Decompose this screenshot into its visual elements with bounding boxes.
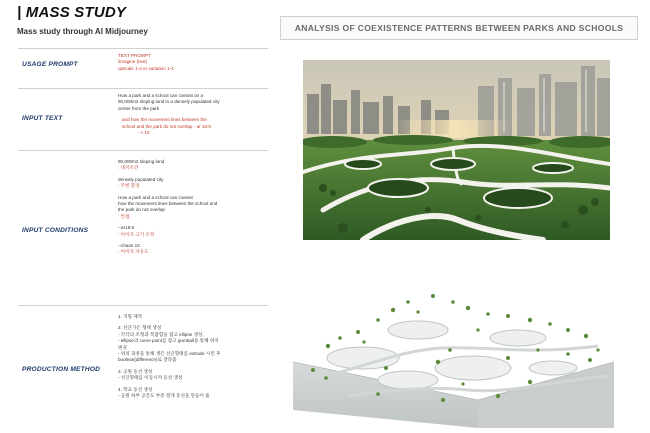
usage-prompt-body (118, 53, 268, 72)
method-step: 1. 지형 제작 (118, 314, 143, 319)
input-text-line: 90,000m2 sloping land in a densely populated city (118, 99, 220, 105)
method-step: boolean(difference)로 잘라줌 (118, 357, 177, 363)
condition-en: --ar16:9 (118, 225, 135, 231)
method-step: - 각각의 조형과 복잡함을 잡고 ellipse 생성, (118, 331, 204, 337)
page-subtitle: Mass study through AI Midjourney (17, 27, 148, 36)
production-method-label: PRODUCTION METHOD (22, 366, 101, 373)
input-text-label: INPUT TEXT (22, 115, 63, 122)
input-text-row (18, 88, 268, 151)
condition-ko: : 이미지 자유도 (118, 249, 149, 255)
input-text-line: How a park and a school can coexist on a (118, 93, 204, 98)
condition-ko: : 컨셉 (118, 213, 130, 219)
method-step: 2. 선큰가든 형태 생성 (118, 325, 162, 331)
method-step: - 공원 하부 공간도 부분 절개 동선을 만들어 줌 (118, 393, 210, 399)
usage-prompt-row (18, 48, 268, 89)
input-conditions-row (18, 150, 268, 306)
mass-model-svg (268, 250, 632, 428)
title-block (17, 4, 148, 36)
input-text-line: and how the movement lines between the (122, 117, 207, 123)
usage-prompt-line: upscale 1-4 or variation 1-4 (118, 65, 174, 71)
usage-prompt-label: USAGE PROMPT (22, 61, 78, 68)
condition-ko: : 대지조건 (118, 165, 139, 171)
usage-prompt-line: /imagine (text) (118, 59, 148, 65)
input-text-line: center from the park (118, 105, 160, 111)
method-step: - 선큰형태를 이동시켜 동선 생성 (118, 375, 183, 381)
condition-en: the park do not overlap (118, 207, 165, 213)
condition-en: How a park and a school can coexist (118, 194, 193, 200)
input-text-body (118, 93, 268, 136)
park-rendering-svg (303, 60, 610, 240)
production-method-body (118, 314, 268, 399)
method-step: 4. 학교 동선 생성 (118, 386, 153, 392)
analysis-header: ANALYSIS OF COEXISTENCE PATTERNS BETWEEN PARKS AND SCHOOLS (280, 16, 638, 40)
condition-en: densely populated city (118, 176, 164, 182)
production-method-row (18, 305, 268, 428)
condition-en: 90,000m2 sloping land (118, 159, 165, 164)
page-title: | MASS STUDY (17, 4, 127, 21)
input-text-line: - c 10 (138, 130, 150, 136)
condition-en: how the movement lines between the school and (118, 201, 218, 207)
method-step: - 위의 과정을 통해 생긴 선큰형태를 extrude 시킨 후 (118, 351, 221, 357)
input-conditions-label: INPUT CONDITIONS (22, 227, 89, 234)
input-conditions-body (118, 159, 268, 256)
condition-ko: : 이미지 크기 조정 (118, 231, 155, 237)
condition-ko: : 주변 환경 (118, 183, 140, 189)
condition-en: --chaos 10 (118, 243, 140, 249)
park-rendering-image (303, 60, 610, 240)
usage-prompt-line: TEXT PROMPT (118, 53, 151, 58)
input-text-line: school and the park do not overlap - ar 16:9 (122, 123, 211, 129)
method-step: 변경 (118, 344, 127, 350)
method-step: - ellipse의 curve point를 잡고 gumball을 통해 위치 (118, 338, 219, 344)
method-step: 3. 공원 동선 생성 (118, 368, 153, 374)
mass-model-image (268, 250, 632, 428)
